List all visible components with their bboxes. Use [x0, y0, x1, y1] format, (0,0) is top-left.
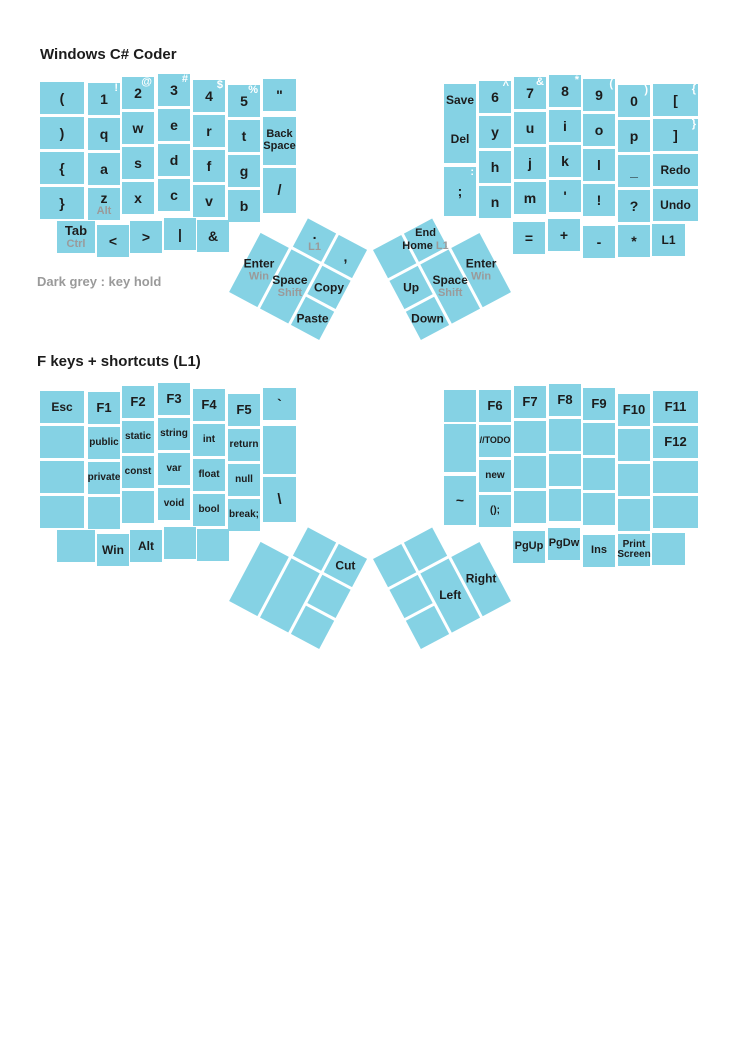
key-blank	[197, 220, 229, 252]
key-f5	[228, 394, 260, 426]
key-legend: ]	[673, 126, 678, 143]
key-redo	[653, 154, 698, 186]
hold-legend: Shift	[437, 286, 463, 299]
key-legend: F12	[664, 434, 687, 450]
key-legend: F10	[622, 402, 646, 418]
key-3	[158, 74, 190, 106]
key-legend: const	[124, 465, 152, 477]
key-t	[228, 120, 260, 152]
key-legend: Space	[263, 140, 296, 152]
key-int	[193, 424, 225, 456]
layer1-title: Windows C# Coder	[40, 46, 177, 63]
key-y	[479, 116, 511, 148]
key-esc	[40, 391, 84, 423]
key-d	[158, 144, 190, 176]
key-legend: +	[559, 226, 569, 243]
key-blank	[40, 461, 84, 493]
key-blank	[618, 190, 650, 222]
key-legend: ?	[629, 197, 639, 214]
key-legend: null	[235, 473, 253, 485]
key-private	[88, 462, 120, 494]
key-legend: 7	[526, 84, 534, 101]
key-legend: //TODO	[479, 435, 511, 446]
shifted-legend: %	[248, 84, 258, 96]
shifted-legend: $	[216, 79, 223, 91]
key-u	[514, 112, 546, 144]
key-7	[514, 77, 546, 109]
key-legend: c	[170, 186, 178, 203]
key-legend: F3	[166, 391, 182, 407]
key-legend: k	[561, 152, 569, 169]
key-8	[549, 75, 581, 107]
key-legend: Save	[445, 92, 475, 107]
key-legend: /	[277, 181, 282, 199]
key-blank	[653, 496, 698, 528]
key-c	[158, 179, 190, 211]
key-legend: End	[415, 227, 436, 240]
key-blank	[618, 429, 650, 461]
hold-legend: Win	[248, 270, 269, 283]
key-blank	[548, 219, 580, 251]
shifted-legend: #	[181, 73, 188, 85]
key-legend: F11	[664, 399, 687, 415]
key-w	[122, 112, 154, 144]
key-blank	[583, 184, 615, 216]
key-2	[122, 77, 154, 109]
key-g	[228, 155, 260, 187]
key-legend: Del	[450, 131, 470, 146]
key-legend: Enter	[465, 256, 497, 271]
key-legend: Paste	[296, 311, 329, 326]
key-n	[479, 186, 511, 218]
key-legend: bool	[198, 503, 220, 515]
key-const	[122, 456, 154, 488]
key-legend: Up	[403, 280, 420, 295]
key-blank	[263, 168, 296, 213]
key-pgup	[513, 531, 545, 563]
key-legend: 4	[205, 87, 213, 104]
key-legend: q	[99, 125, 109, 142]
key-legend: break;	[228, 508, 259, 520]
key-legend: u	[525, 119, 535, 136]
key-legend: w	[132, 119, 144, 136]
key-legend: !	[596, 191, 602, 208]
key-legend: F7	[522, 394, 538, 410]
key-blank	[444, 476, 476, 525]
key-back-space	[263, 117, 296, 165]
key-legend: 3	[170, 81, 178, 98]
key-legend: new	[485, 469, 505, 481]
key-legend: z	[100, 189, 108, 206]
key-blank	[40, 187, 84, 219]
key-legend: Screen	[617, 549, 651, 560]
key-tab	[57, 221, 95, 253]
key-paste	[291, 297, 334, 340]
key-blank	[514, 491, 546, 523]
key-legend: t	[241, 127, 247, 144]
key-legend: =	[524, 229, 534, 246]
key-l	[583, 149, 615, 181]
key-blank	[88, 497, 120, 529]
key-blank	[653, 119, 698, 151]
key-blank	[40, 82, 84, 114]
key-x	[122, 182, 154, 214]
key-blank	[583, 226, 615, 258]
key-null	[228, 464, 260, 496]
key-legend: F4	[201, 397, 217, 413]
key-blank	[444, 390, 476, 422]
key-blank	[583, 493, 615, 525]
key-legend: F6	[487, 398, 503, 414]
key-legend: f	[206, 157, 212, 174]
key-f11	[653, 391, 698, 423]
layer2-title: F keys + shortcuts (L1)	[37, 353, 201, 370]
key-blank	[444, 167, 476, 216]
key-f1	[88, 392, 120, 424]
key-f7	[514, 386, 546, 418]
key-todo	[479, 425, 511, 457]
key-alt	[130, 530, 162, 562]
key-blank	[583, 423, 615, 455]
key-legend: y	[491, 123, 499, 140]
key-legend: F1	[96, 400, 112, 416]
key-legend: PgDw	[548, 537, 580, 550]
hold-legend: Ctrl	[66, 237, 86, 250]
key-k	[549, 145, 581, 177]
key-pgdw	[548, 528, 580, 560]
key-blank	[618, 499, 650, 531]
shifted-legend: {	[691, 83, 696, 95]
key-f	[193, 150, 225, 182]
key-legend: F9	[591, 396, 607, 412]
key-blank	[263, 79, 296, 111]
key-legend: return	[229, 438, 259, 450]
key-blank	[513, 222, 545, 254]
key-legend: '	[563, 187, 567, 204]
shifted-legend: )	[644, 84, 648, 96]
key-blank	[549, 180, 581, 212]
key-blank	[549, 419, 581, 451]
key-blank	[514, 421, 546, 453]
key-legend: var	[166, 462, 182, 474]
key-legend: Esc	[51, 399, 73, 414]
key-f10	[618, 394, 650, 426]
shifted-legend: (	[609, 78, 613, 90]
key-legend: 9	[595, 86, 603, 103]
hold-legend: L1	[308, 241, 321, 254]
key-legend: Tab	[64, 223, 88, 239]
key-legend: Down	[411, 311, 444, 326]
key-legend: F5	[236, 402, 252, 418]
key-legend: [	[673, 91, 678, 108]
key-float	[193, 459, 225, 491]
key-legend: e	[170, 116, 178, 133]
key-blank	[40, 117, 84, 149]
key-legend: Copy	[313, 280, 344, 295]
key-legend: _	[630, 162, 638, 179]
key-4	[193, 80, 225, 112]
key-blank	[444, 424, 476, 472]
key-i	[549, 110, 581, 142]
key-legend: `	[277, 395, 282, 412]
key-legend: o	[594, 121, 604, 138]
key-legend: Home L1	[402, 239, 449, 252]
key-blank	[164, 218, 196, 250]
key-f8	[549, 384, 581, 416]
key-return	[228, 429, 260, 461]
key-legend: PgUp	[514, 540, 544, 553]
key-s	[122, 147, 154, 179]
key-o	[583, 114, 615, 146]
key-legend: n	[490, 193, 500, 210]
key-legend: *	[631, 232, 637, 249]
key-var	[158, 453, 190, 485]
key-legend: >	[141, 228, 151, 245]
key-void	[158, 488, 190, 520]
key-legend: Alt	[138, 538, 154, 553]
shifted-legend: @	[141, 76, 152, 88]
hold-legend: Shift	[277, 286, 303, 299]
key-h	[479, 151, 511, 183]
key-legend: private	[87, 471, 121, 483]
key-blank	[514, 456, 546, 488]
key-b	[228, 190, 260, 222]
key-legend: Win	[102, 542, 124, 557]
key-blank	[130, 221, 162, 253]
key-legend: |	[178, 225, 182, 242]
key-blank	[618, 225, 650, 257]
key-blank	[40, 496, 84, 528]
key-legend: d	[169, 151, 179, 168]
key-legend: h	[490, 158, 500, 175]
key-legend: 0	[630, 92, 638, 109]
key-legend: float	[198, 468, 220, 480]
key-legend: j	[528, 154, 532, 171]
key-6	[479, 81, 511, 113]
key-legend: ;	[457, 183, 463, 200]
key-f6	[479, 390, 511, 422]
shifted-legend: &	[536, 76, 544, 88]
key-legend: public	[89, 436, 119, 448]
key-f12	[653, 426, 698, 458]
key-legend: void	[163, 497, 185, 509]
key-legend: Back	[266, 128, 293, 141]
key-blank	[263, 388, 296, 420]
key-legend: }	[59, 194, 65, 211]
key-legend: "	[276, 86, 283, 103]
key-legend: ();	[490, 504, 500, 516]
key-blank	[97, 225, 129, 257]
key-blank	[40, 152, 84, 184]
key-blank	[263, 477, 296, 522]
key-legend: 8	[561, 82, 569, 99]
key-blank	[549, 489, 581, 521]
key-legend: Ins	[591, 544, 607, 557]
key-v	[193, 185, 225, 217]
key-legend: &	[207, 227, 219, 244]
key-1	[88, 83, 120, 115]
key-legend: .	[312, 225, 317, 242]
hold-legend-note: Dark grey : key hold	[37, 274, 162, 289]
key-blank	[479, 495, 511, 527]
key-string	[158, 418, 190, 450]
key-f3	[158, 383, 190, 415]
key-legend: string	[160, 427, 188, 439]
key-legend: 2	[134, 84, 142, 101]
key-0	[618, 85, 650, 117]
key-legend: \	[277, 490, 282, 508]
key-legend: i	[563, 117, 567, 134]
key-print-screen	[618, 534, 650, 566]
key-legend: Left	[439, 588, 462, 603]
key-legend: r	[206, 122, 212, 139]
key-legend: static	[124, 430, 152, 442]
key-blank	[618, 155, 650, 187]
key-p	[618, 120, 650, 152]
key-legend: ,	[343, 248, 348, 265]
key-z	[88, 188, 120, 220]
key-legend: Space	[432, 273, 468, 288]
key-legend: 5	[240, 92, 248, 109]
key-blank	[583, 458, 615, 490]
key-legend: s	[134, 154, 142, 171]
key-public	[88, 427, 120, 459]
key-legend: a	[100, 160, 108, 177]
key-legend: (	[59, 89, 65, 106]
hold-legend: Win	[471, 270, 492, 283]
shifted-legend: }	[691, 118, 696, 130]
key-undo	[653, 189, 698, 221]
key-l1	[652, 224, 685, 256]
key-legend: F2	[130, 394, 146, 410]
key-legend: m	[523, 189, 537, 206]
key-e	[158, 109, 190, 141]
key-legend: Undo	[660, 197, 691, 212]
key-blank	[652, 533, 685, 565]
key-legend: Space	[272, 273, 308, 288]
key-blank	[263, 426, 296, 474]
key-legend: -	[596, 233, 602, 250]
key-legend: ~	[455, 492, 465, 509]
key-del	[444, 115, 476, 163]
key-save	[444, 84, 476, 116]
key-legend: 1	[100, 90, 108, 107]
key-blank	[40, 426, 84, 458]
key-legend: Cut	[335, 558, 356, 573]
shifted-legend: *	[574, 74, 579, 86]
key-break	[228, 499, 260, 531]
key-legend: l	[597, 156, 601, 173]
hold-legend: Alt	[96, 205, 112, 218]
key-blank	[653, 84, 698, 116]
key-legend: L1	[661, 232, 676, 247]
key-legend: b	[239, 197, 249, 214]
key-blank	[653, 461, 698, 493]
key-q	[88, 118, 120, 150]
key-new	[479, 460, 511, 492]
key-static	[122, 421, 154, 453]
key-legend: <	[108, 232, 118, 249]
key-blank	[164, 527, 196, 559]
key-legend: {	[59, 159, 65, 176]
key-legend: )	[59, 124, 65, 141]
key-legend: F8	[557, 392, 573, 408]
hold-legend: L1	[435, 239, 449, 252]
key-5	[228, 85, 260, 117]
key-blank	[291, 606, 334, 649]
key-legend: p	[629, 127, 639, 144]
key-legend: Right	[465, 571, 497, 586]
key-blank	[197, 529, 229, 561]
key-legend: Redo	[660, 162, 691, 177]
key-f9	[583, 388, 615, 420]
key-legend: x	[134, 189, 142, 206]
key-blank	[57, 530, 95, 562]
key-r	[193, 115, 225, 147]
key-blank	[549, 454, 581, 486]
key-legend: g	[239, 162, 249, 179]
key-bool	[193, 494, 225, 526]
key-legend: int	[202, 433, 216, 445]
key-f4	[193, 389, 225, 421]
key-legend: Print	[622, 538, 646, 550]
key-legend: 6	[491, 88, 499, 105]
shifted-legend: ^	[502, 80, 509, 92]
key-a	[88, 153, 120, 185]
key-legend: v	[205, 192, 213, 209]
key-blank	[618, 464, 650, 496]
key-ins	[583, 535, 615, 567]
shifted-legend: !	[114, 82, 118, 94]
key-j	[514, 147, 546, 179]
key-f2	[122, 386, 154, 418]
key-blank	[122, 491, 154, 523]
key-legend: Enter	[243, 256, 275, 271]
key-win	[97, 534, 129, 566]
key-9	[583, 79, 615, 111]
key-m	[514, 182, 546, 214]
shifted-legend: :	[470, 166, 474, 178]
